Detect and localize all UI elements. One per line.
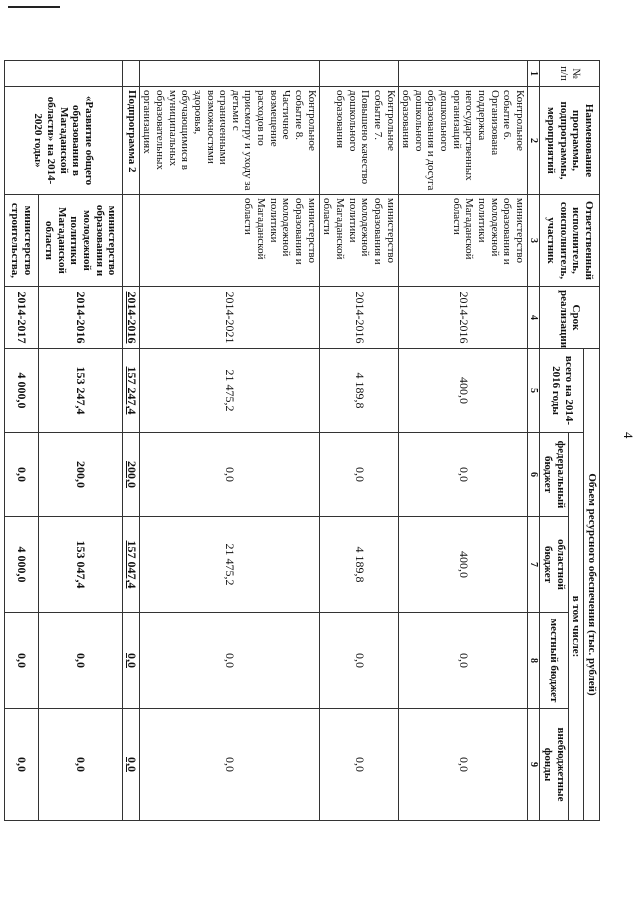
row-local-cell: 0,0	[319, 613, 398, 709]
col-total-header: всего на 2014-2016 годы	[540, 349, 584, 433]
row-regional-cell: 153 047,4	[38, 517, 122, 613]
table-row	[139, 61, 319, 821]
subprogram-regional: 157 047,4	[122, 517, 139, 613]
row-local-cell: 0,0	[4, 613, 38, 709]
row-term-cell: 2014-2016	[398, 287, 527, 349]
subprogram-local: 0,0	[122, 613, 139, 709]
rotated-page	[9, 60, 636, 820]
row-extra-cell: 0,0	[398, 709, 527, 821]
row-regional-cell: 4 189,8	[319, 517, 398, 613]
row-federal-cell: 200,0	[38, 433, 122, 517]
row-federal-cell: 0,0	[4, 433, 38, 517]
subprogram-term: 2014-2016	[122, 287, 139, 349]
col-executor-header: Ответственный исполнитель, соисполнитель, участник	[540, 195, 600, 287]
subprogram-total: 157 247,4	[122, 349, 139, 433]
row-extra-cell: 0,0	[4, 709, 38, 821]
row-name-cell: Контрольное событие 6. Организована поддержка негосударственных организаций дошкольного образования и досуга дошкольного образования	[398, 87, 527, 195]
row-extra-cell: 0,0	[38, 709, 122, 821]
row-total-cell: 21 475,2	[139, 349, 319, 433]
col-local-header: местный бюджет	[540, 613, 568, 709]
page-number: 4	[621, 432, 636, 439]
header-row-1	[584, 61, 600, 821]
row-total-cell: 153 247,4	[38, 349, 122, 433]
col-extra-header: внебюджетные фонды	[540, 709, 568, 821]
row-name-cell: Контрольное событие 7. Повышено качество дошкольного образования	[319, 87, 398, 195]
col-regional-header: областной бюджет	[540, 517, 568, 613]
row-federal-cell: 0,0	[139, 433, 319, 517]
row-no-cell	[4, 61, 122, 87]
row-no-cell	[319, 61, 398, 87]
row-term-cell: 2014-2017	[4, 287, 38, 349]
resources-header: Объем ресурсного обеспечения (тыс. рублей)	[584, 349, 600, 821]
row-federal-cell: 0,0	[398, 433, 527, 517]
subprogram-extra: 0,0	[122, 709, 139, 821]
top-rule	[8, 6, 60, 8]
row-regional-cell: 4 000,0	[4, 517, 38, 613]
row-executor-cell: министерство образования и молодежной политики Магаданской области	[319, 195, 398, 287]
index-row	[527, 61, 540, 821]
row-name-cell: Контрольное событие 8. Частичное возмещение расходов по присмотру и уходу за детьми с ограниченными возможностями здоровья, обучающимися в муниципальных образовательных организациях	[139, 87, 319, 195]
subprogram-row	[122, 61, 139, 821]
table-row	[319, 61, 398, 821]
table-row	[38, 61, 122, 821]
row-total-cell: 4 000,0	[4, 349, 38, 433]
col-federal-header: федеральный бюджет	[540, 433, 568, 517]
row-executor-cell: министерство образования и молодежной политики Магаданской области	[398, 195, 527, 287]
row-executor-cell: министерство строительства,	[4, 195, 38, 287]
index-cell: 8	[527, 613, 540, 709]
index-cell: 6	[527, 433, 540, 517]
row-federal-cell: 0,0	[319, 433, 398, 517]
row-regional-cell: 21 475,2	[139, 517, 319, 613]
subprogram-name: «Развитие общего образования в Магаданской области» на 2014-2020 годы»	[4, 87, 122, 195]
row-total-cell: 4 189,8	[319, 349, 398, 433]
row-no-cell	[398, 61, 527, 87]
col-term-header: Срок реализации	[540, 287, 600, 349]
index-cell: 3	[527, 195, 540, 287]
row-total-cell: 400,0	[398, 349, 527, 433]
col-no-header: № п/п	[540, 61, 600, 87]
index-cell: 2	[527, 87, 540, 195]
row-executor-cell: министерство образования и молодежной политики Магаданской области	[139, 195, 319, 287]
row-local-cell: 0,0	[139, 613, 319, 709]
row-no-cell	[139, 61, 319, 87]
row-extra-cell: 0,0	[139, 709, 319, 821]
index-cell: 9	[527, 709, 540, 821]
row-term-cell: 2014-2016	[38, 287, 122, 349]
subprogram-federal: 200,0	[122, 433, 139, 517]
row-regional-cell: 400,0	[398, 517, 527, 613]
index-cell: 7	[527, 517, 540, 613]
row-executor-cell: министерство образования и молодежной политики Магаданской области	[38, 195, 122, 287]
index-cell: 5	[527, 349, 540, 433]
budget-table	[4, 60, 600, 821]
row-extra-cell: 0,0	[319, 709, 398, 821]
row-no-cell	[122, 61, 139, 87]
row-term-cell: 2014-2016	[319, 287, 398, 349]
index-cell: 1	[527, 61, 540, 87]
index-cell: 4	[527, 287, 540, 349]
row-local-cell: 0,0	[398, 613, 527, 709]
table-row	[398, 61, 527, 821]
col-name-header: Наименование программы, подпрограммы, мероприятий	[540, 87, 600, 195]
subprogram-label: Подпрограмма 2	[122, 87, 139, 195]
row-executor-cell	[122, 195, 139, 287]
row-local-cell: 0,0	[38, 613, 122, 709]
incl-header: в том числе:	[568, 433, 584, 821]
row-term-cell: 2014-2021	[139, 287, 319, 349]
